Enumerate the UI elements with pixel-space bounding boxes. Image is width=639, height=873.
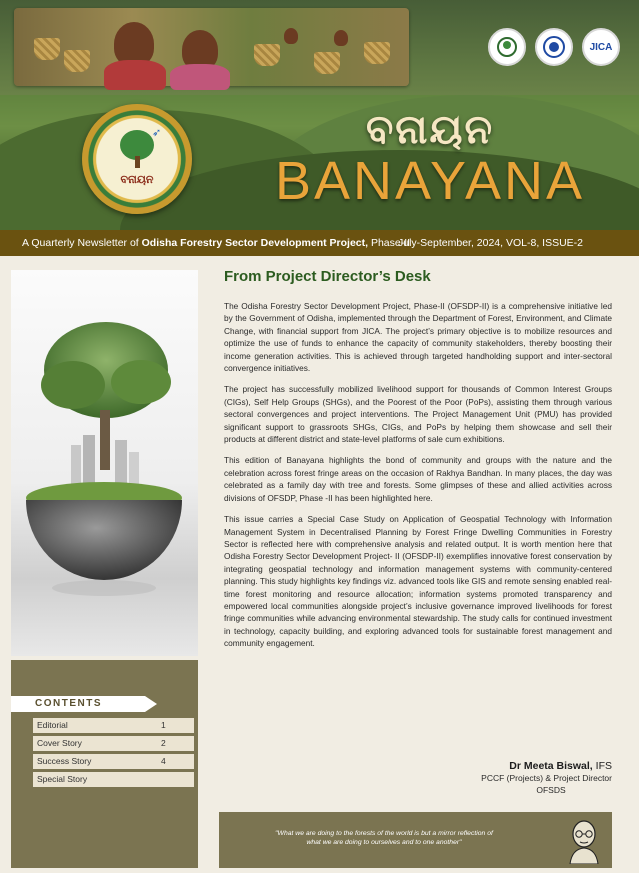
quote-text: "What we are doing to the forests of the world is but a mirror reflection of what we are doing to ourselves and to one another" <box>275 830 493 846</box>
market-photo <box>14 8 409 86</box>
quote-band <box>219 812 612 868</box>
project-name: Odisha Forestry Sector Development Project, <box>141 237 369 249</box>
tree-globe-illustration <box>11 270 198 656</box>
jica-logo: JICA <box>582 28 620 66</box>
signatory-designation: PCCF (Projects) & Project Director <box>481 773 612 783</box>
ofsds-logo <box>488 28 526 66</box>
article-title: From Project Director’s Desk <box>224 268 431 285</box>
paragraph: This edition of Banayana highlights the bond of community and groups with the nature and the celebration across forest fringe areas on the occasion of Rakhya Bandhan. In many places, the day was celebrated as a family day with tree and forests. Some glimpses of these and allied activities across divisions of OFSDP, Phase -II has been highlighted here. <box>224 455 612 503</box>
partner-logos <box>488 28 620 66</box>
banayana-emblem <box>82 104 192 214</box>
toc-item-editorial[interactable]: Editorial 1 <box>33 718 194 733</box>
article-body <box>224 300 612 659</box>
gandhi-sketch <box>564 816 604 864</box>
contents-panel <box>11 660 198 868</box>
toc-item-success-story[interactable]: Success Story 4 <box>33 754 194 769</box>
tagline-bar: A Quarterly Newsletter of Odisha Forestry Sector Development Project, Phase-II July-September, 2024, VOL-8, ISSUE-2 <box>0 230 639 256</box>
emblem-text: ବନାୟନ <box>120 174 154 186</box>
toc-item-cover-story[interactable]: Cover Story 2 <box>33 736 194 751</box>
toc-list <box>33 718 194 790</box>
masthead-title: BANAYANA <box>274 151 586 211</box>
masthead-odia-title: ବନାୟନ <box>366 108 494 152</box>
signature-block <box>420 760 612 796</box>
toc-item-special-story[interactable]: Special Story <box>33 772 194 787</box>
signatory-org: OFSDS <box>536 785 566 795</box>
paragraph: This issue carries a Special Case Study on Application of Geospatial Technology with Information Management System in Decentralised Planning by Forest Fringe Dwelling Communities in Forestry Sector is reflected here with comprehensive analysis and related output. It is worth mention here that Odisha Forestry Sector Development Project- II (OFSDP-II) exemplifies innovative forest conservation by integrating geospatial technology and information management systems with community-centered planning. This study highlights key findings viz. advanced tools like GIS and remote sensing enabled real-time forest monitoring and resource allocation; information systems promoted transparency and empowered local communities alongside project’s inclusive governance improved livelihoods for forest fringe communities while advancing environmental stewardship. The study calls for continued investment in technology, capacity building, and exploring advanced tools for sustainable forest management and community engagement. <box>224 514 612 649</box>
paragraph: The project has successfully mobilized livelihood support for thousands of Common Interest Groups (CIGs), Self Help Groups (SHGs), and the Poorest of the Poor (PoPs), assisting them through various sectoral convergences and project interventions. The Project Management Unit (PMU) has provided significant support to grassroots SHGs, CIGs, and PoPs by helping them showcase and sell their products at different district and state-level platforms of sale cum exhibitions. <box>224 384 612 445</box>
odisha-govt-logo <box>535 28 573 66</box>
contents-heading: CONTENTS <box>11 696 145 712</box>
signatory-suffix: IFS <box>592 760 612 772</box>
masthead <box>0 0 639 230</box>
bird-icon: ➶ <box>152 127 162 139</box>
issue-info: July-September, 2024, VOL-8, ISSUE-2 <box>398 237 584 249</box>
paragraph: The Odisha Forestry Sector Development Project, Phase-II (OFSDP-II) is a comprehensive initiative led by the Government of Odisha, implemented through the Department of Forest, Environment, and Climate Change, with financial support from JICA. The project’s primary objective is to mobilize resources and optimize the use of funds to enhance the capacity of community stakeholders, thereby boosting their income generation activities. This is achieved through targeted handholding support and inter-sectoral convergence initiatives. <box>224 301 612 374</box>
signatory-name: Dr Meeta Biswal, <box>509 760 593 772</box>
